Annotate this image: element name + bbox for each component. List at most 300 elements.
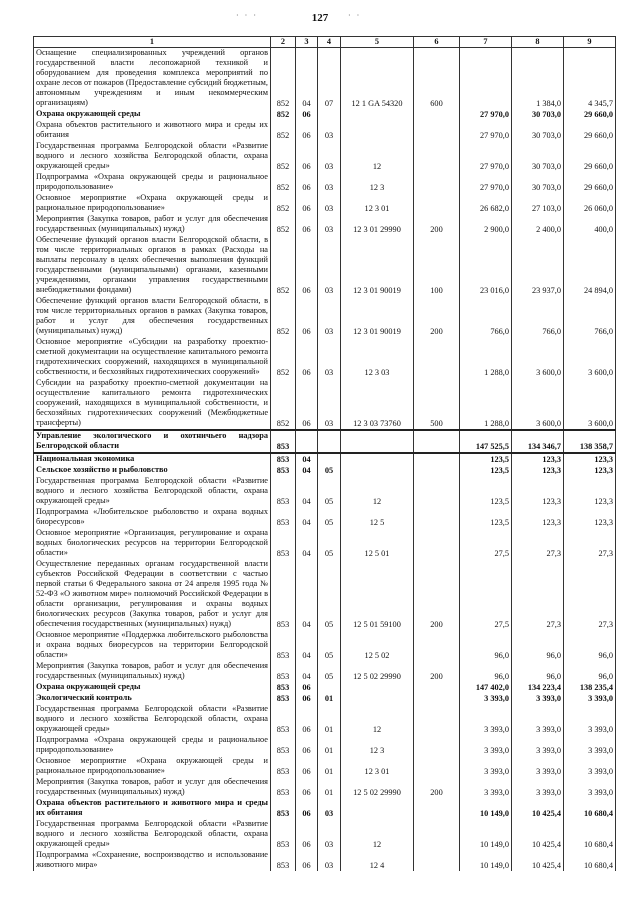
amount-col8: 30 703,0 <box>512 109 564 120</box>
table-row <box>34 735 616 756</box>
section-code: 06 <box>296 378 318 430</box>
expense-type <box>414 109 460 120</box>
amount-col7: 123,5 <box>460 476 512 507</box>
section-code: 04 <box>296 559 318 630</box>
section-code: 06 <box>296 193 318 214</box>
expense-type: 200 <box>414 559 460 630</box>
row-name: Сельское хозяйство и рыболовство <box>34 465 271 476</box>
subsection-code: 03 <box>318 337 341 378</box>
amount-col7: 123,5 <box>460 507 512 528</box>
budget-table <box>33 36 616 871</box>
expense-type: 100 <box>414 235 460 296</box>
column-header: 8 <box>512 37 564 48</box>
amount-col9: 123,3 <box>564 465 616 476</box>
table-row <box>34 528 616 559</box>
column-header: 6 <box>414 37 460 48</box>
row-name: Основное мероприятие «Организация, регулирование и охрана водных биологических ресурсов на территории Белгородской области» <box>34 528 271 559</box>
row-name: Подпрограмма «Сохранение, воспроизводство и использование животного мира» <box>34 850 271 871</box>
amount-col9: 123,3 <box>564 453 616 465</box>
ministry-code: 853 <box>271 756 296 777</box>
section-code: 06 <box>296 172 318 193</box>
target-article: 12 4 <box>341 850 414 871</box>
ministry-code: 853 <box>271 819 296 850</box>
table-body <box>34 48 616 872</box>
section-code: 06 <box>296 850 318 871</box>
table-row <box>34 630 616 661</box>
amount-col8: 123,3 <box>512 476 564 507</box>
subsection-code: 01 <box>318 756 341 777</box>
amount-col8: 27,3 <box>512 528 564 559</box>
table-row <box>34 507 616 528</box>
expense-type <box>414 850 460 871</box>
column-header: 4 <box>318 37 341 48</box>
row-name: Государственная программа Белгородской области «Развитие водного и лесного хозяйства Белгородской области, охрана окружающей среды» <box>34 141 271 172</box>
column-header: 9 <box>564 37 616 48</box>
table-row <box>34 476 616 507</box>
table-row <box>34 850 616 871</box>
amount-col9: 10 680,4 <box>564 819 616 850</box>
section-code: 06 <box>296 235 318 296</box>
amount-col7: 10 149,0 <box>460 850 512 871</box>
target-article: 12 3 03 73760 <box>341 378 414 430</box>
amount-col8: 3 393,0 <box>512 735 564 756</box>
row-name: Управление экологического и охотничьего надзора Белгородской области <box>34 430 271 453</box>
amount-col7: 27,5 <box>460 528 512 559</box>
target-article: 12 1 GA 54320 <box>341 48 414 110</box>
row-name: Мероприятия (Закупка товаров, работ и услуг для обеспечения государственных (муниципальных) нужд) <box>34 214 271 235</box>
row-name: Осуществление переданных органам государственной власти субъектов Российской Федерации в соответствии с частью первой статьи 6 Федерального закона от 24 апреля 1995 года № 52-ФЗ «О животном мире» полномочий Российской Федерации в области организации, регулирования и охраны водных биологических ресурсов (Закупка товаров, работ и услуг для обеспечения государственных (муниципальных) нужд) <box>34 559 271 630</box>
row-name: Экологический контроль <box>34 693 271 704</box>
subsection-code: 05 <box>318 465 341 476</box>
expense-type <box>414 453 460 465</box>
target-article <box>341 453 414 465</box>
ministry-code: 853 <box>271 777 296 798</box>
amount-col9: 123,3 <box>564 507 616 528</box>
subsection-code: 07 <box>318 48 341 110</box>
amount-col8: 30 703,0 <box>512 141 564 172</box>
target-article <box>341 430 414 453</box>
target-article: 12 3 01 <box>341 756 414 777</box>
amount-col8: 3 393,0 <box>512 704 564 735</box>
expense-type <box>414 735 460 756</box>
amount-col7: 27 970,0 <box>460 172 512 193</box>
section-code: 04 <box>296 465 318 476</box>
ministry-code: 853 <box>271 528 296 559</box>
target-article: 12 3 01 90019 <box>341 296 414 337</box>
amount-col7: 1 288,0 <box>460 337 512 378</box>
ministry-code: 852 <box>271 193 296 214</box>
target-article: 12 5 01 59100 <box>341 559 414 630</box>
target-article: 12 <box>341 476 414 507</box>
amount-col7: 3 393,0 <box>460 756 512 777</box>
subsection-code: 03 <box>318 850 341 871</box>
subsection-code: 05 <box>318 630 341 661</box>
ministry-code: 853 <box>271 559 296 630</box>
table-row <box>34 337 616 378</box>
subsection-code <box>318 682 341 693</box>
amount-col7: 123,5 <box>460 453 512 465</box>
page-number: 127 <box>311 12 329 24</box>
target-article: 12 5 02 29990 <box>341 661 414 682</box>
row-name: Обеспечение функций органов власти Белгородской области, в том числе территориальных органов в рамках (Расходы на выплаты персоналу в целях обеспечения выполнения функций государственными (муниципальными) органами, казенными учреждениями, органами управления государственными внебюджетными фондами) <box>34 235 271 296</box>
subsection-code: 03 <box>318 172 341 193</box>
subsection-code: 03 <box>318 296 341 337</box>
table-row <box>34 559 616 630</box>
target-article: 12 5 02 <box>341 630 414 661</box>
ministry-code: 853 <box>271 507 296 528</box>
amount-col9: 29 660,0 <box>564 120 616 141</box>
amount-col9: 24 894,0 <box>564 235 616 296</box>
expense-type <box>414 693 460 704</box>
amount-col8: 3 600,0 <box>512 337 564 378</box>
amount-col9: 138 235,4 <box>564 682 616 693</box>
ministry-code: 853 <box>271 682 296 693</box>
amount-col8: 3 393,0 <box>512 756 564 777</box>
amount-col8: 10 425,4 <box>512 819 564 850</box>
expense-type: 200 <box>414 296 460 337</box>
amount-col9: 27,3 <box>564 559 616 630</box>
subsection-code: 05 <box>318 661 341 682</box>
column-header: 2 <box>271 37 296 48</box>
amount-col9: 27,3 <box>564 528 616 559</box>
amount-col9: 3 600,0 <box>564 378 616 430</box>
section-code: 06 <box>296 120 318 141</box>
table-row <box>34 756 616 777</box>
scan-marks-right: · · <box>348 11 362 20</box>
expense-type <box>414 120 460 141</box>
ministry-code: 853 <box>271 735 296 756</box>
amount-col7: 766,0 <box>460 296 512 337</box>
amount-col7: 2 900,0 <box>460 214 512 235</box>
subsection-code: 01 <box>318 693 341 704</box>
table-row <box>34 693 616 704</box>
table-row <box>34 120 616 141</box>
target-article: 12 5 <box>341 507 414 528</box>
subsection-code: 05 <box>318 476 341 507</box>
amount-col7: 27 970,0 <box>460 120 512 141</box>
amount-col8: 27 103,0 <box>512 193 564 214</box>
table-row <box>34 193 616 214</box>
subsection-code: 03 <box>318 214 341 235</box>
section-code: 06 <box>296 756 318 777</box>
expense-type <box>414 528 460 559</box>
target-article <box>341 120 414 141</box>
amount-col9: 29 660,0 <box>564 172 616 193</box>
ministry-code: 853 <box>271 798 296 819</box>
table-row <box>34 798 616 819</box>
amount-col7: 96,0 <box>460 661 512 682</box>
table-row <box>34 465 616 476</box>
amount-col9: 3 393,0 <box>564 693 616 704</box>
subsection-code: 03 <box>318 819 341 850</box>
amount-col9: 29 660,0 <box>564 109 616 120</box>
expense-type <box>414 798 460 819</box>
table-row <box>34 661 616 682</box>
amount-col8: 27,3 <box>512 559 564 630</box>
amount-col8: 10 425,4 <box>512 798 564 819</box>
expense-type: 200 <box>414 214 460 235</box>
expense-type <box>414 819 460 850</box>
amount-col7: 123,5 <box>460 465 512 476</box>
amount-col8: 23 937,0 <box>512 235 564 296</box>
section-code: 06 <box>296 735 318 756</box>
amount-col7: 96,0 <box>460 630 512 661</box>
expense-type <box>414 756 460 777</box>
section-code: 04 <box>296 528 318 559</box>
subsection-code: 01 <box>318 704 341 735</box>
table-row <box>34 777 616 798</box>
expense-type <box>414 630 460 661</box>
amount-col7: 10 149,0 <box>460 819 512 850</box>
amount-col8: 30 703,0 <box>512 120 564 141</box>
target-article <box>341 682 414 693</box>
target-article: 12 3 01 <box>341 193 414 214</box>
amount-col9: 4 345,7 <box>564 48 616 110</box>
section-code: 06 <box>296 337 318 378</box>
amount-col9: 400,0 <box>564 214 616 235</box>
ministry-code: 852 <box>271 296 296 337</box>
section-code: 04 <box>296 630 318 661</box>
expense-type <box>414 193 460 214</box>
amount-col7: 1 288,0 <box>460 378 512 430</box>
expense-type <box>414 704 460 735</box>
amount-col9: 766,0 <box>564 296 616 337</box>
section-code: 06 <box>296 819 318 850</box>
table-row <box>34 109 616 120</box>
expense-type <box>414 465 460 476</box>
target-article: 12 <box>341 704 414 735</box>
amount-col8: 766,0 <box>512 296 564 337</box>
amount-col9: 3 393,0 <box>564 735 616 756</box>
subsection-code <box>318 453 341 465</box>
amount-col7: 147 402,0 <box>460 682 512 693</box>
amount-col8: 30 703,0 <box>512 172 564 193</box>
row-name: Обеспечение функций органов власти Белгородской области, в том числе территориальных органов в рамках (Закупка товаров, работ и услуг для обеспечения государственных (муниципальных) нужд) <box>34 296 271 337</box>
target-article: 12 3 <box>341 172 414 193</box>
amount-col7: 3 393,0 <box>460 693 512 704</box>
table-row <box>34 172 616 193</box>
ministry-code: 852 <box>271 48 296 110</box>
table-header-row <box>34 37 616 48</box>
target-article: 12 3 03 <box>341 337 414 378</box>
amount-col8: 123,3 <box>512 507 564 528</box>
column-header: 7 <box>460 37 512 48</box>
section-code: 04 <box>296 453 318 465</box>
table-row <box>34 235 616 296</box>
row-name: Подпрограмма «Охрана окружающей среды и рациональное природопользование» <box>34 172 271 193</box>
amount-col7: 3 393,0 <box>460 735 512 756</box>
amount-col8: 123,3 <box>512 453 564 465</box>
table-row <box>34 296 616 337</box>
target-article: 12 3 01 29990 <box>341 214 414 235</box>
expense-type <box>414 476 460 507</box>
subsection-code: 03 <box>318 193 341 214</box>
row-name: Основное мероприятие «Поддержка любительского рыболовства и охрана водных биоресурсов на территории Белгородской области» <box>34 630 271 661</box>
section-code: 06 <box>296 141 318 172</box>
ministry-code: 852 <box>271 109 296 120</box>
amount-col8: 3 393,0 <box>512 693 564 704</box>
ministry-code: 853 <box>271 476 296 507</box>
amount-col8: 96,0 <box>512 630 564 661</box>
ministry-code: 852 <box>271 235 296 296</box>
amount-col7: 3 393,0 <box>460 777 512 798</box>
target-article: 12 <box>341 819 414 850</box>
subsection-code: 03 <box>318 120 341 141</box>
amount-col8: 96,0 <box>512 661 564 682</box>
row-name: Основное мероприятие «Субсидии на разработку проектно-сметной документации на осуществление капитального ремонта гидротехнических сооружений, находящихся в муниципальной собственности, и бесхозяйных гидротехнических сооружений» <box>34 337 271 378</box>
row-name: Мероприятия (Закупка товаров, работ и услуг для обеспечения государственных (муниципальных) нужд) <box>34 777 271 798</box>
amount-col7: 23 016,0 <box>460 235 512 296</box>
expense-type: 600 <box>414 48 460 110</box>
amount-col9: 29 660,0 <box>564 141 616 172</box>
amount-col9: 96,0 <box>564 661 616 682</box>
amount-col7: 27 970,0 <box>460 109 512 120</box>
row-name: Охрана окружающей среды <box>34 682 271 693</box>
amount-col9: 10 680,4 <box>564 850 616 871</box>
ministry-code: 853 <box>271 850 296 871</box>
section-code: 06 <box>296 693 318 704</box>
ministry-code: 853 <box>271 693 296 704</box>
row-name: Национальная экономика <box>34 453 271 465</box>
expense-type: 200 <box>414 661 460 682</box>
ministry-code: 852 <box>271 141 296 172</box>
table-row <box>34 682 616 693</box>
expense-type <box>414 337 460 378</box>
row-name: Подпрограмма «Любительское рыболовство и охрана водных биоресурсов» <box>34 507 271 528</box>
amount-col8: 3 600,0 <box>512 378 564 430</box>
amount-col7 <box>460 48 512 110</box>
amount-col8: 134 346,7 <box>512 430 564 453</box>
section-code: 04 <box>296 507 318 528</box>
expense-type <box>414 682 460 693</box>
subsection-code: 03 <box>318 235 341 296</box>
target-article <box>341 465 414 476</box>
amount-col8: 134 223,4 <box>512 682 564 693</box>
amount-col7: 27 970,0 <box>460 141 512 172</box>
row-name: Субсидии на разработку проектно-сметной документации на осуществление капитального ремонта гидротехнических сооружений, находящихся в муниципальной собственности, и бесхозяйных гидротехнических сооружений (Межбюджетные трансферты) <box>34 378 271 430</box>
table-row <box>34 48 616 110</box>
section-code: 04 <box>296 661 318 682</box>
expense-type <box>414 141 460 172</box>
subsection-code <box>318 109 341 120</box>
expense-type <box>414 430 460 453</box>
target-article <box>341 109 414 120</box>
ministry-code: 852 <box>271 337 296 378</box>
target-article: 12 5 01 <box>341 528 414 559</box>
row-name: Государственная программа Белгородской области «Развитие водного и лесного хозяйства Белгородской области, охрана окружающей среды» <box>34 476 271 507</box>
row-name: Основное мероприятие «Охрана окружающей среды и рациональное природопользование» <box>34 193 271 214</box>
subsection-code: 03 <box>318 378 341 430</box>
section-code: 06 <box>296 109 318 120</box>
subsection-code: 01 <box>318 777 341 798</box>
table-row <box>34 453 616 465</box>
subsection-code <box>318 430 341 453</box>
amount-col9: 3 600,0 <box>564 337 616 378</box>
amount-col9: 96,0 <box>564 630 616 661</box>
ministry-code: 853 <box>271 465 296 476</box>
ministry-code: 853 <box>271 453 296 465</box>
amount-col9: 10 680,4 <box>564 798 616 819</box>
row-name: Государственная программа Белгородской области «Развитие водного и лесного хозяйства Белгородской области, охрана окружающей среды» <box>34 819 271 850</box>
amount-col8: 10 425,4 <box>512 850 564 871</box>
column-header: 3 <box>296 37 318 48</box>
row-name: Мероприятия (Закупка товаров, работ и услуг для обеспечения государственных (муниципальных) нужд) <box>34 661 271 682</box>
column-header: 1 <box>34 37 271 48</box>
table-row <box>34 704 616 735</box>
amount-col8: 1 384,0 <box>512 48 564 110</box>
row-name: Охрана объектов растительного и животного мира и среды их обитания <box>34 798 271 819</box>
row-name: Охрана объектов растительного и животного мира и среды их обитания <box>34 120 271 141</box>
section-code <box>296 430 318 453</box>
amount-col9: 3 393,0 <box>564 777 616 798</box>
ministry-code: 852 <box>271 120 296 141</box>
ministry-code: 852 <box>271 378 296 430</box>
table-row <box>34 819 616 850</box>
amount-col9: 3 393,0 <box>564 704 616 735</box>
row-name: Подпрограмма «Охрана окружающей среды и рациональное природопользование» <box>34 735 271 756</box>
amount-col9: 123,3 <box>564 476 616 507</box>
subsection-code: 01 <box>318 735 341 756</box>
expense-type: 200 <box>414 777 460 798</box>
section-code: 06 <box>296 704 318 735</box>
row-name: Оснащение специализированных учреждений органов государственной власти лесопожарной техникой и оборудованием для проведения комплекса мероприятий по охране лесов от пожаров (Предоставление субсидий бюджетным, автономным учреждениям и иным некоммерческим организациям) <box>34 48 271 110</box>
amount-col9: 3 393,0 <box>564 756 616 777</box>
target-article: 12 <box>341 141 414 172</box>
table-row <box>34 214 616 235</box>
subsection-code: 05 <box>318 507 341 528</box>
section-code: 06 <box>296 777 318 798</box>
amount-col9: 138 358,7 <box>564 430 616 453</box>
row-name: Основное мероприятие «Охрана окружающей среды и рациональное природопользование» <box>34 756 271 777</box>
section-code: 04 <box>296 476 318 507</box>
amount-col8: 2 400,0 <box>512 214 564 235</box>
section-code: 04 <box>296 48 318 110</box>
column-header: 5 <box>341 37 414 48</box>
section-code: 06 <box>296 214 318 235</box>
section-code: 06 <box>296 798 318 819</box>
target-article <box>341 693 414 704</box>
amount-col7: 3 393,0 <box>460 704 512 735</box>
ministry-code: 852 <box>271 172 296 193</box>
subsection-code: 05 <box>318 528 341 559</box>
section-code: 06 <box>296 296 318 337</box>
amount-col7: 27,5 <box>460 559 512 630</box>
expense-type <box>414 172 460 193</box>
amount-col7: 147 525,5 <box>460 430 512 453</box>
amount-col8: 3 393,0 <box>512 777 564 798</box>
target-article: 12 3 <box>341 735 414 756</box>
ministry-code: 853 <box>271 630 296 661</box>
table-row <box>34 430 616 453</box>
amount-col8: 123,3 <box>512 465 564 476</box>
expense-type: 500 <box>414 378 460 430</box>
amount-col7: 26 682,0 <box>460 193 512 214</box>
ministry-code: 853 <box>271 661 296 682</box>
scan-marks: · · · <box>236 11 258 20</box>
row-name: Государственная программа Белгородской области «Развитие водного и лесного хозяйства Белгородской области, охрана окружающей среды» <box>34 704 271 735</box>
amount-col7: 10 149,0 <box>460 798 512 819</box>
target-article: 12 3 01 90019 <box>341 235 414 296</box>
row-name: Охрана окружающей среды <box>34 109 271 120</box>
section-code: 06 <box>296 682 318 693</box>
table-row <box>34 141 616 172</box>
ministry-code: 853 <box>271 430 296 453</box>
subsection-code: 03 <box>318 798 341 819</box>
ministry-code: 853 <box>271 704 296 735</box>
ministry-code: 852 <box>271 214 296 235</box>
table-row <box>34 378 616 430</box>
amount-col9: 26 060,0 <box>564 193 616 214</box>
